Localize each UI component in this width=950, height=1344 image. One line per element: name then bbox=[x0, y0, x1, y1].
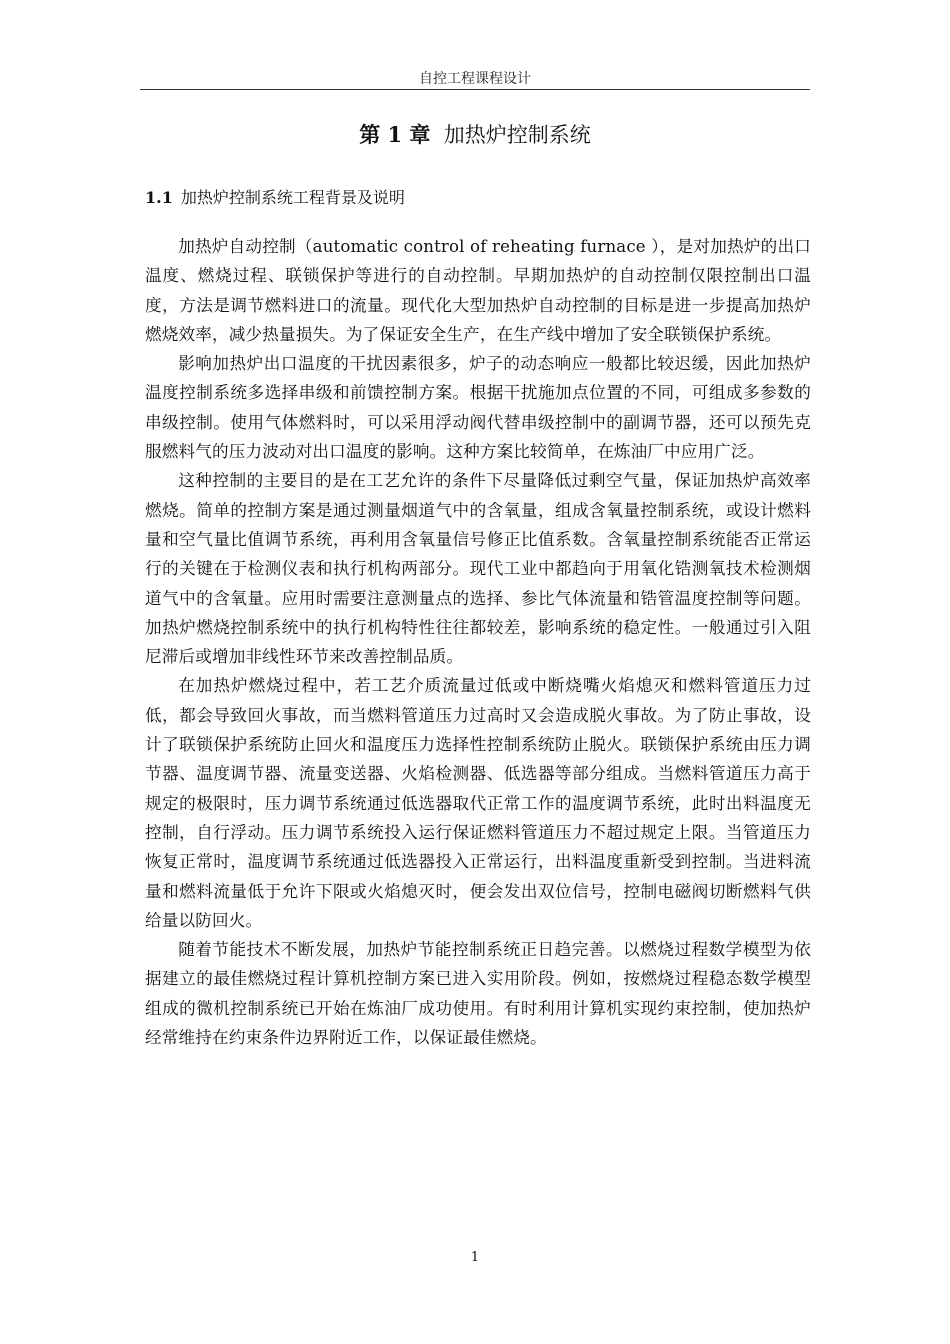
chapter-title-text: 加热炉控制系统 bbox=[443, 123, 591, 147]
paragraph-2: 影响加热炉出口温度的干扰因素很多，炉子的动态响应一般都比较迟缓，因此加热炉温度控制系统多选择串级和前馈控制方案。根据干扰施加点位置的不同，可组成多参数的串级控制。使用气体燃料时，可以采用浮动阀代替串级控制中的副调节器，还可以预先克服燃料气的压力波动对出口温度的影响。这种方案比较简单，在炼油厂中应用广泛。 bbox=[145, 354, 811, 462]
section-number: 1.1 bbox=[145, 188, 173, 207]
section-heading bbox=[145, 186, 810, 210]
paragraph-5: 随着节能技术不断发展，加热炉节能控制系统正日趋完善。以燃烧过程数学模型为依据建立的最佳燃烧过程计算机控制方案已进入实用阶段。例如，按燃烧过程稳态数学模型组成的微机控制系统已开始在炼油厂成功使用。有时利用计算机实现约束控制，使加热炉经常维持在约束条件边界附近工作，以保证最佳燃烧。 bbox=[145, 940, 811, 1048]
section-title-text: 加热炉控制系统工程背景及说明 bbox=[180, 188, 405, 207]
page-number: 1 bbox=[470, 1250, 480, 1265]
paragraph-3: 这种控制的主要目的是在工艺允许的条件下尽量降低过剩空气量，保证加热炉高效率燃烧。简单的控制方案是通过测量烟道气中的含氧量，组成含氧量控制系统，或设计燃料量和空气量比值调节系统，再利用含氧量信号修正比值系数。含氧量控制系统能否正常运行的关键在于检测仪表和执行机构两部分。现代工业中都趋向于用氧化锆测氧技术检测烟道气中的含氧量。应用时需要注意测量点的选择、参比气体流量和锆管温度控制等问题。加热炉燃烧控制系统中的执行机构特性往往都较差，影响系统的稳定性。一般通过引入阻尼滞后或增加非线性环节来改善控制品质。 bbox=[145, 471, 811, 667]
paragraph-4: 在加热炉燃烧过程中，若工艺介质流量过低或中断烧嘴火焰熄灭和燃料管道压力过低，都会导致回火事故，而当燃料管道压力过高时又会造成脱火事故。为了防止事故，设计了联锁保护系统防止回火和温度压力选择性控制系统防止脱火。联锁保护系统由压力调节器、温度调节器、流量变送器、火焰检测器、低选器等部分组成。当燃料管道压力高于规定的极限时，压力调节系统通过低选器取代正常工作的温度调节系统，此时出料温度无控制，自行浮动。压力调节系统投入运行保证燃料管道压力不超过规定上限。当管道压力恢复正常时，温度调节系统通过低选器投入正常运行，出料温度重新受到控制。当进料流量和燃料流量低于允许下限或火焰熄灭时，便会发出双位信号，控制电磁阀切断燃料气供给量以防回火。 bbox=[145, 676, 811, 930]
running-header: 自控工程课程设计 bbox=[419, 71, 531, 87]
chapter-title bbox=[140, 120, 810, 150]
header-divider bbox=[140, 89, 810, 90]
chapter-number: 第 1 章 bbox=[359, 122, 431, 147]
body-text bbox=[145, 232, 811, 1052]
paragraph-1: 加热炉自动控制（automatic control of reheating furnace ），是对加热炉的出口温度、燃烧过程、联锁保护等进行的自动控制。早期加热炉的自动控制仅限控制出口温度，方法是调节燃料进口的流量。现代化大型加热炉自动控制的目标是进一步提高加热炉燃烧效率，减少热量损失。为了保证安全生产，在生产线中增加了安全联锁保护系统。 bbox=[145, 237, 811, 344]
